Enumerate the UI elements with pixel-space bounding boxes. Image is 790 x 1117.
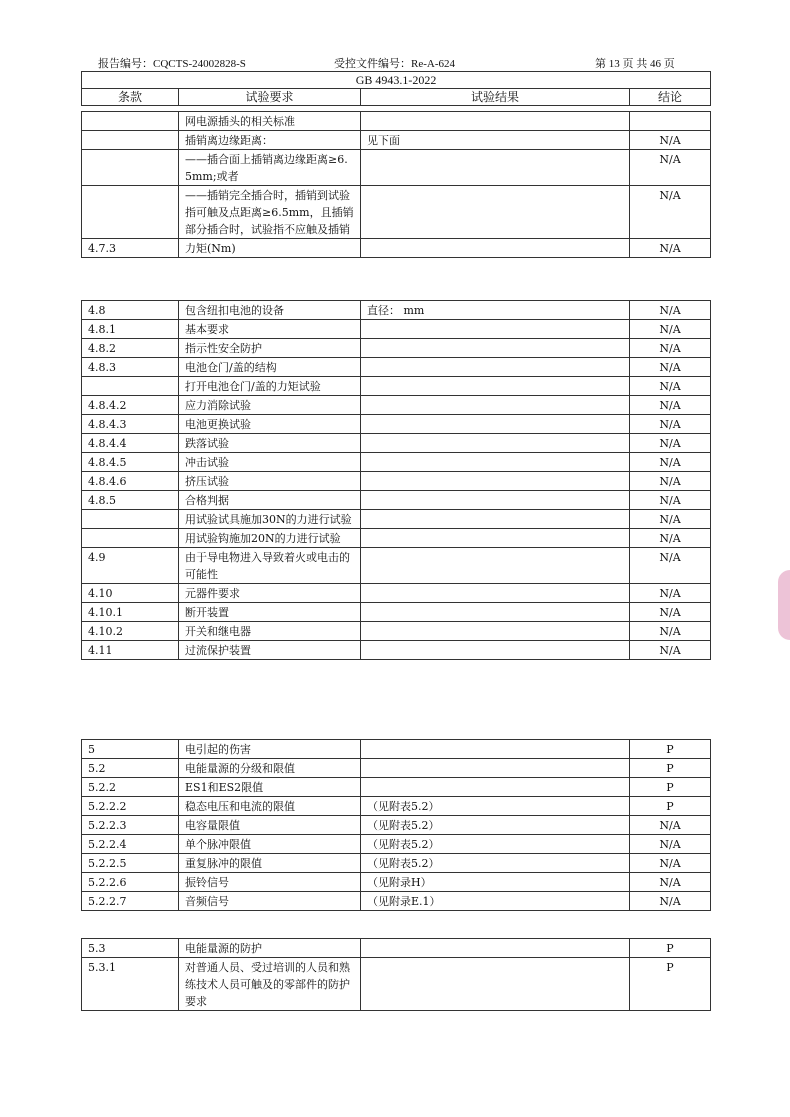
requirement-cell: 网电源插头的相关标准 [179, 112, 361, 131]
result-cell [361, 453, 630, 472]
clause-cell: 4.10.2 [82, 622, 179, 641]
verdict-cell: P [630, 958, 711, 1011]
requirement-cell: 冲击试验 [179, 453, 361, 472]
requirement-cell: 单个脉冲限值 [179, 835, 361, 854]
verdict-cell: N/A [630, 472, 711, 491]
table-row [82, 835, 711, 854]
verdict-cell: P [630, 759, 711, 778]
result-cell [361, 415, 630, 434]
clause-cell: 5.3.1 [82, 958, 179, 1011]
result-cell [361, 603, 630, 622]
table-row [82, 510, 711, 529]
requirement-cell: 过流保护装置 [179, 641, 361, 660]
verdict-cell: N/A [630, 434, 711, 453]
section-table [81, 739, 711, 911]
verdict-cell: P [630, 740, 711, 759]
requirement-cell: 插销离边缘距离： [179, 131, 361, 150]
requirement-cell: 电容量限值 [179, 816, 361, 835]
verdict-cell: P [630, 939, 711, 958]
requirement-cell: 指示性安全防护 [179, 339, 361, 358]
result-cell [361, 641, 630, 660]
standard-title: GB 4943.1-2022 [82, 72, 711, 89]
requirement-cell: 由于导电物进入导致着火或电击的可能性 [179, 548, 361, 584]
result-cell [361, 584, 630, 603]
verdict-cell: N/A [630, 320, 711, 339]
table-row [82, 377, 711, 396]
result-cell [361, 239, 630, 258]
verdict-cell: N/A [630, 396, 711, 415]
requirement-cell: 用试验钩施加20N的力进行试验 [179, 529, 361, 548]
verdict-cell: N/A [630, 491, 711, 510]
requirement-cell: 开关和继电器 [179, 622, 361, 641]
clause-cell [82, 186, 179, 239]
clause-cell: 4.8.4.4 [82, 434, 179, 453]
requirement-cell: 基本要求 [179, 320, 361, 339]
clause-cell: 4.10.1 [82, 603, 179, 622]
clause-cell: 4.10 [82, 584, 179, 603]
verdict-cell: P [630, 778, 711, 797]
result-cell [361, 112, 630, 131]
document-control-number: 受控文件编号：Re-A-624 [334, 58, 455, 70]
requirement-cell: ES1和ES2限值 [179, 778, 361, 797]
result-cell [361, 472, 630, 491]
result-cell [361, 339, 630, 358]
clause-cell: 5.3 [82, 939, 179, 958]
clause-cell: 4.8.5 [82, 491, 179, 510]
table-row [82, 873, 711, 892]
result-cell [361, 491, 630, 510]
table-row [82, 529, 711, 548]
result-cell: （见附表5.2） [361, 854, 630, 873]
table-row [82, 301, 711, 320]
table-row [82, 740, 711, 759]
table-row [82, 622, 711, 641]
table-row [82, 778, 711, 797]
requirement-cell: 电池更换试验 [179, 415, 361, 434]
verdict-cell: N/A [630, 835, 711, 854]
col-verdict: 结论 [630, 89, 711, 106]
requirement-cell: 对普通人员、受过培训的人员和熟练技术人员可触及的零部件的防护要求 [179, 958, 361, 1011]
result-cell [361, 358, 630, 377]
verdict-cell: N/A [630, 854, 711, 873]
verdict-cell: N/A [630, 584, 711, 603]
table-row [82, 434, 711, 453]
clause-cell: 5.2.2.5 [82, 854, 179, 873]
table-row [82, 150, 711, 186]
verdict-cell: N/A [630, 131, 711, 150]
result-cell [361, 548, 630, 584]
requirement-cell: 音频信号 [179, 892, 361, 911]
clause-cell [82, 529, 179, 548]
table-row [82, 491, 711, 510]
requirement-cell: ——插合面上插销离边缘距离≥6.5mm;或者 [179, 150, 361, 186]
verdict-cell: N/A [630, 622, 711, 641]
verdict-cell: N/A [630, 548, 711, 584]
result-cell [361, 740, 630, 759]
requirement-cell: 振铃信号 [179, 873, 361, 892]
clause-cell: 4.8.4.2 [82, 396, 179, 415]
clause-cell: 5.2.2.4 [82, 835, 179, 854]
result-cell [361, 529, 630, 548]
col-requirement: 试验要求 [179, 89, 361, 106]
result-cell [361, 434, 630, 453]
result-cell: （见附录H） [361, 873, 630, 892]
requirement-cell: 力矩(Nm) [179, 239, 361, 258]
requirement-cell: 稳态电压和电流的限值 [179, 797, 361, 816]
table-row [82, 186, 711, 239]
clause-cell: 4.11 [82, 641, 179, 660]
verdict-cell: N/A [630, 239, 711, 258]
table-row [82, 939, 711, 958]
table-row [82, 892, 711, 911]
verdict-cell: N/A [630, 510, 711, 529]
requirement-cell: 重复脉冲的限值 [179, 854, 361, 873]
clause-cell: 4.8.3 [82, 358, 179, 377]
table-row [82, 453, 711, 472]
result-cell: （见附录E.1） [361, 892, 630, 911]
table-row [82, 396, 711, 415]
verdict-cell: N/A [630, 816, 711, 835]
clause-cell: 5 [82, 740, 179, 759]
clause-cell: 4.8.4.3 [82, 415, 179, 434]
section-table [81, 300, 711, 660]
section-table [81, 111, 711, 258]
table-row [82, 584, 711, 603]
requirement-cell: 打开电池仓门/盖的力矩试验 [179, 377, 361, 396]
verdict-cell: N/A [630, 603, 711, 622]
clause-cell: 4.8 [82, 301, 179, 320]
requirement-cell: 包含纽扣电池的设备 [179, 301, 361, 320]
verdict-cell: N/A [630, 453, 711, 472]
verdict-cell: N/A [630, 892, 711, 911]
col-clause: 条款 [82, 89, 179, 106]
clause-cell: 4.8.1 [82, 320, 179, 339]
requirement-cell: 电引起的伤害 [179, 740, 361, 759]
clause-cell: 5.2.2.6 [82, 873, 179, 892]
verdict-cell: N/A [630, 873, 711, 892]
requirement-cell: 电能量源的防护 [179, 939, 361, 958]
verdict-cell: N/A [630, 186, 711, 239]
result-cell [361, 150, 630, 186]
requirement-cell: 元器件要求 [179, 584, 361, 603]
clause-cell [82, 150, 179, 186]
verdict-cell: N/A [630, 358, 711, 377]
table-row [82, 641, 711, 660]
clause-cell: 4.8.4.5 [82, 453, 179, 472]
verdict-cell: N/A [630, 415, 711, 434]
clause-cell: 5.2.2 [82, 778, 179, 797]
result-cell [361, 377, 630, 396]
table-row [82, 239, 711, 258]
table-row [82, 320, 711, 339]
result-cell [361, 759, 630, 778]
result-cell: 直径： mm [361, 301, 630, 320]
requirement-cell: 电能量源的分级和限值 [179, 759, 361, 778]
verdict-cell: N/A [630, 150, 711, 186]
clause-cell [82, 377, 179, 396]
result-cell [361, 320, 630, 339]
clause-cell: 4.8.4.6 [82, 472, 179, 491]
result-cell [361, 186, 630, 239]
col-result: 试验结果 [361, 89, 630, 106]
requirement-cell: 合格判据 [179, 491, 361, 510]
clause-cell [82, 510, 179, 529]
section-table [81, 938, 711, 1011]
result-cell [361, 396, 630, 415]
requirement-cell: 挤压试验 [179, 472, 361, 491]
clause-cell [82, 131, 179, 150]
table-row [82, 603, 711, 622]
result-cell [361, 778, 630, 797]
verdict-cell: N/A [630, 339, 711, 358]
verdict-cell [630, 112, 711, 131]
verdict-cell: P [630, 797, 711, 816]
requirement-cell: 用试验试具施加30N的力进行试验 [179, 510, 361, 529]
verdict-cell: N/A [630, 529, 711, 548]
clause-cell [82, 112, 179, 131]
requirement-cell: 应力消除试验 [179, 396, 361, 415]
verdict-cell: N/A [630, 641, 711, 660]
requirement-cell: ——插销完全插合时，插销到试验指可触及点距离≥6.5mm，且插销部分插合时，试验指不应触及插销 [179, 186, 361, 239]
result-cell [361, 622, 630, 641]
result-cell [361, 510, 630, 529]
result-cell [361, 958, 630, 1011]
table-row [82, 548, 711, 584]
verdict-cell: N/A [630, 377, 711, 396]
requirement-cell: 断开装置 [179, 603, 361, 622]
table-row [82, 472, 711, 491]
clause-cell: 5.2 [82, 759, 179, 778]
table-row [82, 358, 711, 377]
requirement-cell: 电池仓门/盖的结构 [179, 358, 361, 377]
table-header [81, 71, 711, 106]
result-cell: （见附表5.2） [361, 816, 630, 835]
clause-cell: 5.2.2.2 [82, 797, 179, 816]
table-row [82, 854, 711, 873]
result-cell [361, 939, 630, 958]
table-row [82, 112, 711, 131]
clause-cell: 4.8.2 [82, 339, 179, 358]
table-row [82, 797, 711, 816]
result-cell: （见附表5.2） [361, 835, 630, 854]
clause-cell: 5.2.2.3 [82, 816, 179, 835]
table-row [82, 759, 711, 778]
table-row [82, 339, 711, 358]
seal-stamp-edge [778, 570, 790, 640]
table-row [82, 958, 711, 1011]
verdict-cell: N/A [630, 301, 711, 320]
page-info: 第 13 页 共 46 页 [595, 58, 675, 70]
table-row [82, 415, 711, 434]
clause-cell: 4.9 [82, 548, 179, 584]
clause-cell: 5.2.2.7 [82, 892, 179, 911]
table-row [82, 131, 711, 150]
report-number: 报告编号：CQCTS-24002828-S [98, 58, 246, 70]
clause-cell: 4.7.3 [82, 239, 179, 258]
result-cell: （见附表5.2） [361, 797, 630, 816]
result-cell: 见下面 [361, 131, 630, 150]
requirement-cell: 跌落试验 [179, 434, 361, 453]
table-row [82, 816, 711, 835]
